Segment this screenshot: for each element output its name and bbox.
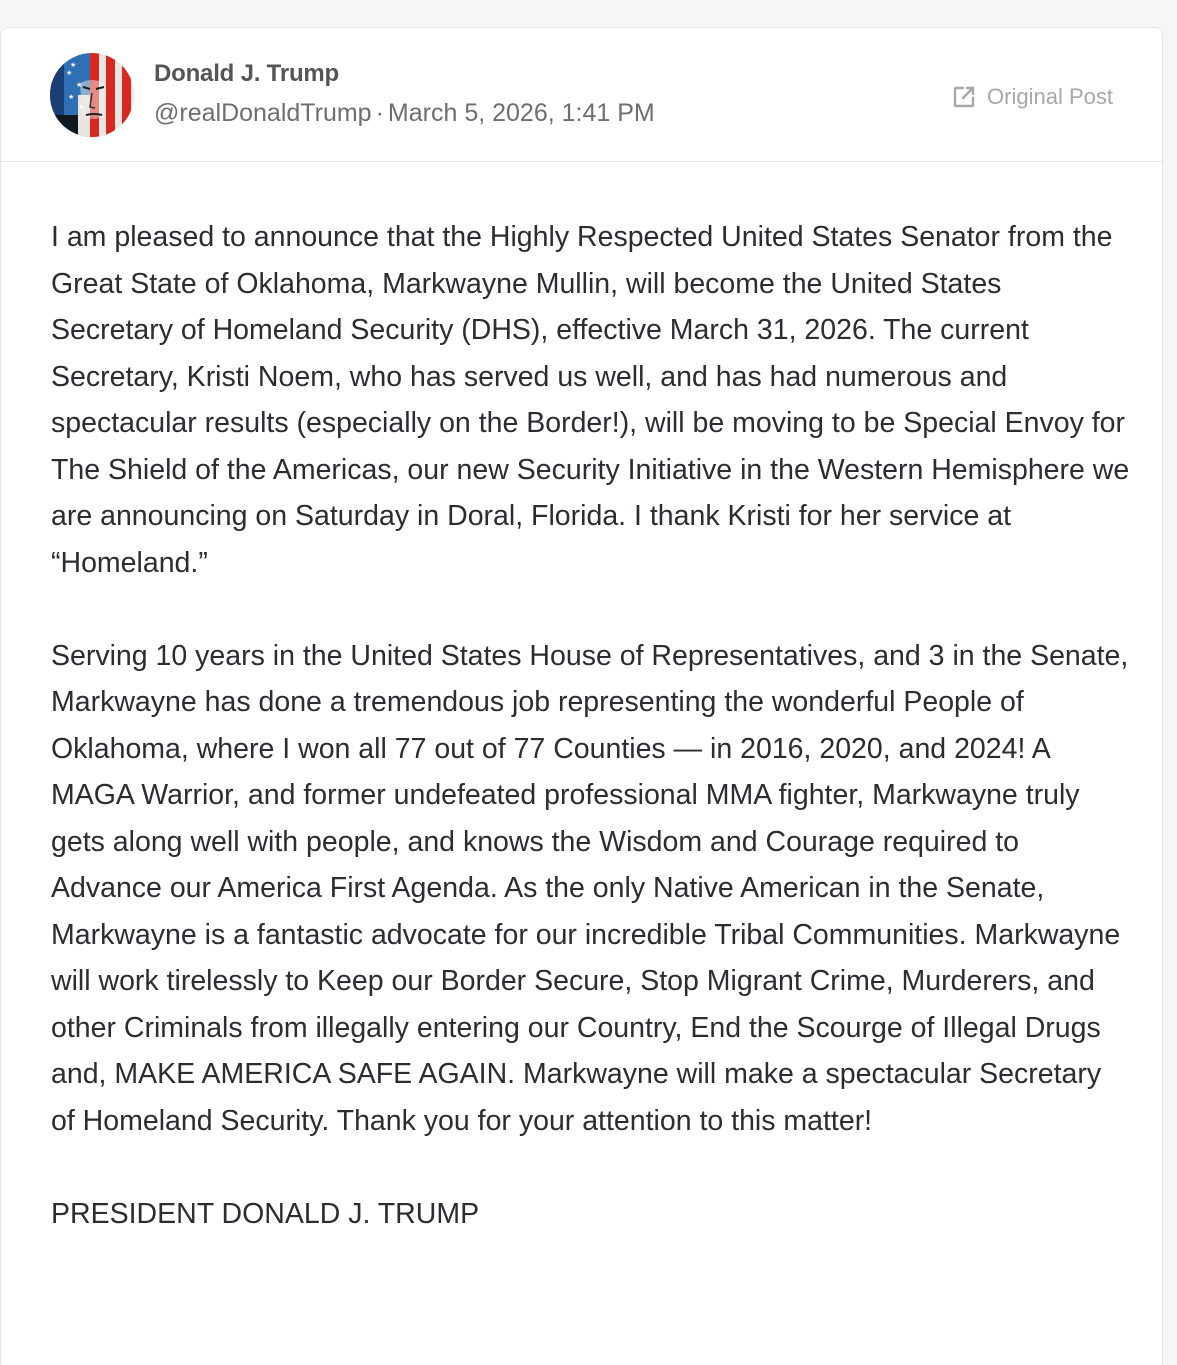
post-paragraph: I am pleased to announce that the Highly Respected United States Senator from the Great State of Oklahoma, Markwayne Mullin, will become the United States Secretary of Homeland Security (DHS), effective March 31, 2026. The current Secretary, Kristi Noem, who has served us well, and has had numerous and spectacular results (especially on the Border!), will be moving to be Special Envoy for The Shield of the Americas, our new Security Initiative in the Western Hemisphere we are announcing on Saturday in Doral, Florida. I thank Kristi for her service at “Homeland.” — [51, 221, 1130, 579]
original-post-link[interactable] — [952, 84, 1113, 110]
external-link-icon — [952, 85, 976, 109]
post-signature: PRESIDENT DONALD J. TRUMP — [51, 1197, 480, 1230]
svg-text:★: ★ — [68, 93, 75, 101]
svg-text:★: ★ — [76, 81, 83, 89]
post-header — [1, 28, 1162, 162]
svg-text:★: ★ — [66, 69, 73, 77]
meta-separator: · — [375, 99, 384, 127]
original-post-label: Original Post — [987, 84, 1113, 109]
flag-face-avatar-icon — [50, 53, 134, 137]
svg-text:★: ★ — [78, 103, 85, 111]
author-name[interactable]: Donald J. Trump — [154, 60, 340, 87]
svg-text:★: ★ — [70, 61, 77, 69]
post-paragraph: Serving 10 years in the United States House of Representatives, and 3 in the Senate, Markwayne has done a tremendous job representing the wonderful People of Oklahoma, where I won all 77 out of 77 Counties — in 2016, 2020, and 2024! A MAGA Warrior, and former undefeated professional MMA fighter, Markwayne truly gets along well with people, and knows the Wisdom and Courage required to Advance our America First Agenda. As the only Native American in the Senate, Markwayne is a fantastic advocate for our incredible Tribal Communities. Markwayne will work tirelessly to Keep our Border Secure, Stop Migrant Crime, Murderers, and other Criminals from illegally entering our Country, End the Scourge of Illegal Drugs and, MAKE AMERICA SAFE AGAIN. Markwayne will make a spectacular Secretary of Homeland Security. Thank you for your attention to this matter! — [51, 639, 1129, 1137]
post-timestamp: March 5, 2026, 1:41 PM — [387, 99, 655, 127]
author-handle[interactable]: @realDonaldTrump — [154, 99, 372, 127]
post-body — [51, 214, 1131, 1284]
post-card — [0, 27, 1163, 1365]
avatar[interactable] — [50, 53, 134, 137]
post-meta — [154, 99, 655, 128]
